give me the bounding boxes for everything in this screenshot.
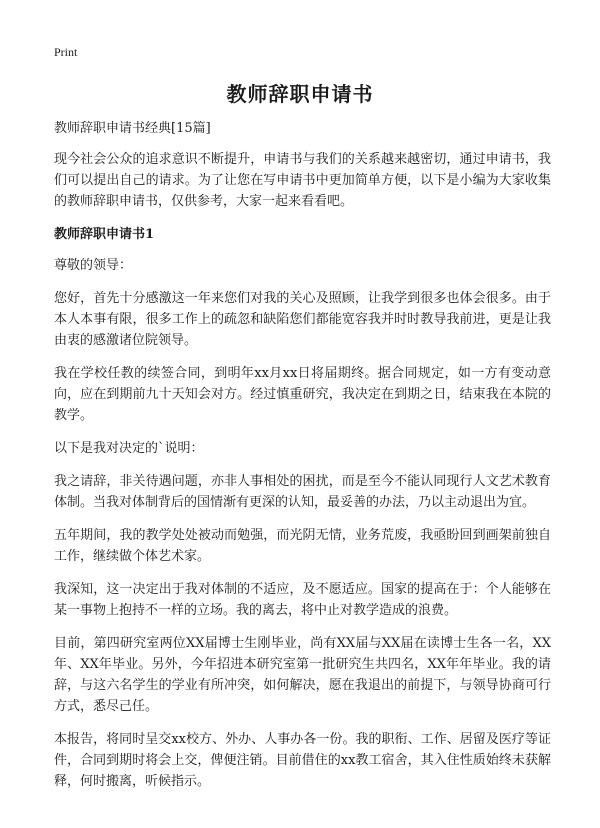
document-body	[54, 118, 551, 804]
body-paragraph: 我在学校任教的续签合同，到明年xx月xx日将届期终。据合同规定，如一方有变动意向，应在到期前九十天知会对方。经过慎重研究，我决定在到期之日，结束我在本院的教学。	[54, 366, 551, 423]
print-label: Print	[54, 45, 78, 59]
section-heading: 教师辞职申请书1	[54, 227, 155, 242]
body-paragraph: 五年期间，我的教学处处被动而勉强，而光阴无情，业务荒废，我亟盼回到画架前独自工作，继续做个体艺术家。	[54, 528, 551, 564]
body-paragraph: 我之请辞，非关待遇问题，亦非人事相处的困扰，而是至今不能认同现行人文艺术教育体制。当我对体制背后的国情渐有更深的认知，最妥善的办法，乃以主动退出为宜。	[54, 474, 551, 510]
body-paragraph: 我深知，这一决定出于我对体制的不适应，及不愿适应。国家的提高在于：个人能够在某一事物上抱持不一样的立场。我的离去，将中止对教学造成的浪费。	[54, 582, 551, 618]
greeting: 尊敬的领导：	[54, 258, 133, 273]
body-paragraph: 以下是我对决定的`说明：	[54, 441, 204, 456]
body-paragraph: 目前，第四研究室两位XX届博士生刚毕业，尚有XX届与XX届在读博士生各一名，XX年、XX年毕业。另外，今年招进本研究室第一批研究生共四名，XX年年毕业。我的请辞，与这六名学生的学业有所冲突，如何解决，愿在我退出的前提下，与领导协商可行方式，悉尽己任。	[54, 636, 551, 714]
body-paragraph: 您好，首先十分感激这一年来您们对我的关心及照顾，让我学到很多也体会很多。由于本人本事有限，很多工作上的疏忽和缺陷您们都能宽容我并时时教导我前进，更是让我由衷的感激诸位院领导。	[54, 291, 551, 348]
document-title: 教师辞职申请书	[226, 82, 374, 106]
document-subtitle: 教师辞职申请书经典[15篇]	[54, 121, 211, 136]
intro-paragraph: 现今社会公众的追求意识不断提升，申请书与我们的关系越来越密切，通过申请书，我们可以提出自己的请求。为了让您在写申请书中更加简单方便，以下是小编为大家收集的教师辞职申请书，仅供参考，大家一起来看看吧。	[54, 152, 551, 209]
body-paragraph: 本报告，将同时呈交xx校方、外办、人事办各一份。我的职衔、工作、居留及医疗等证件，合同到期时将会上交，俾便注销。目前借住的xx教工宿舍，其入住性质始终未获解释，何时搬离，听候指示。	[54, 732, 551, 789]
